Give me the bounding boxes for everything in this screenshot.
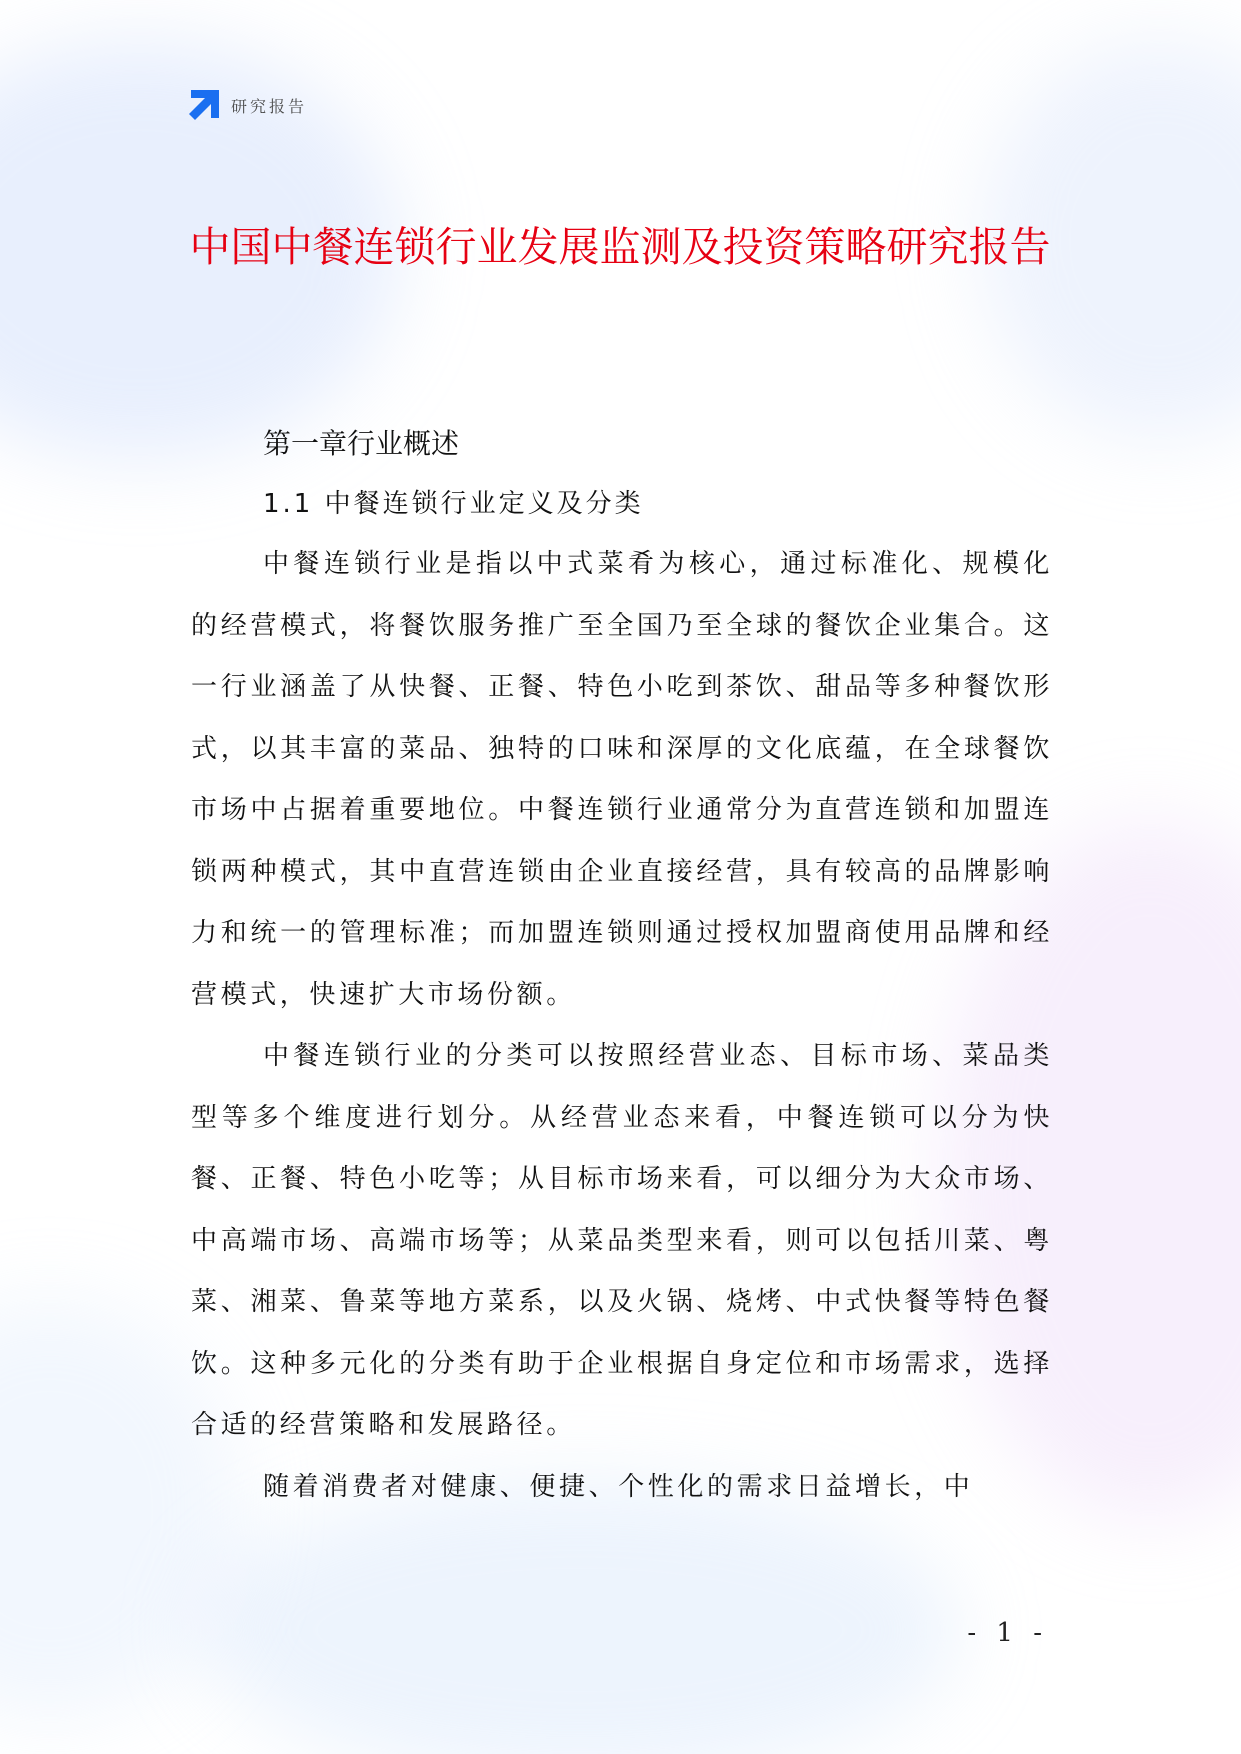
arrow-up-right-icon	[187, 88, 221, 122]
chapter-title: 第一章行业概述	[263, 427, 460, 460]
report-header	[187, 88, 307, 122]
background-glow	[200, 1480, 960, 1754]
paragraph: 中餐连锁行业是指以中式菜肴为核心，通过标准化、规模化的经营模式，将餐饮服务推广至全国乃至全球的餐饮企业集合。这一行业涵盖了从快餐、正餐、特色小吃到茶饮、甜品等多种餐饮形式，以其丰富的菜品、独特的口味和深厚的文化底蕴，在全球餐饮市场中占据着重要地位。中餐连锁行业通常分为直营连锁和加盟连锁两种模式，其中直营连锁由企业直接经营，具有较高的品牌影响力和统一的管理标准；而加盟连锁则通过授权加盟商使用品牌和经营模式，快速扩大市场份额。	[191, 549, 1053, 1010]
section-title: 1.1 中餐连锁行业定义及分类	[263, 489, 644, 519]
page-number: - 1 -	[967, 1618, 1048, 1648]
paragraph: 中餐连锁行业的分类可以按照经营业态、目标市场、菜品类型等多个维度进行划分。从经营业态来看，中餐连锁可以分为快餐、正餐、特色小吃等；从目标市场来看，可以细分为大众市场、中高端市场、高端市场等；从菜品类型来看，则可以包括川菜、粤菜、湘菜、鲁菜等地方菜系，以及火锅、烧烤、中式快餐等特色餐饮。这种多元化的分类有助于企业根据自身定位和市场需求，选择合适的经营策略和发展路径。	[191, 1041, 1053, 1440]
header-label: 研究报告	[231, 96, 308, 116]
paragraph: 随着消费者对健康、便捷、个性化的需求日益增长，中	[263, 1471, 974, 1502]
document-title: 中国中餐连锁行业发展监测及投资策略研究报告	[189, 223, 1051, 271]
document-body	[191, 414, 1053, 1518]
